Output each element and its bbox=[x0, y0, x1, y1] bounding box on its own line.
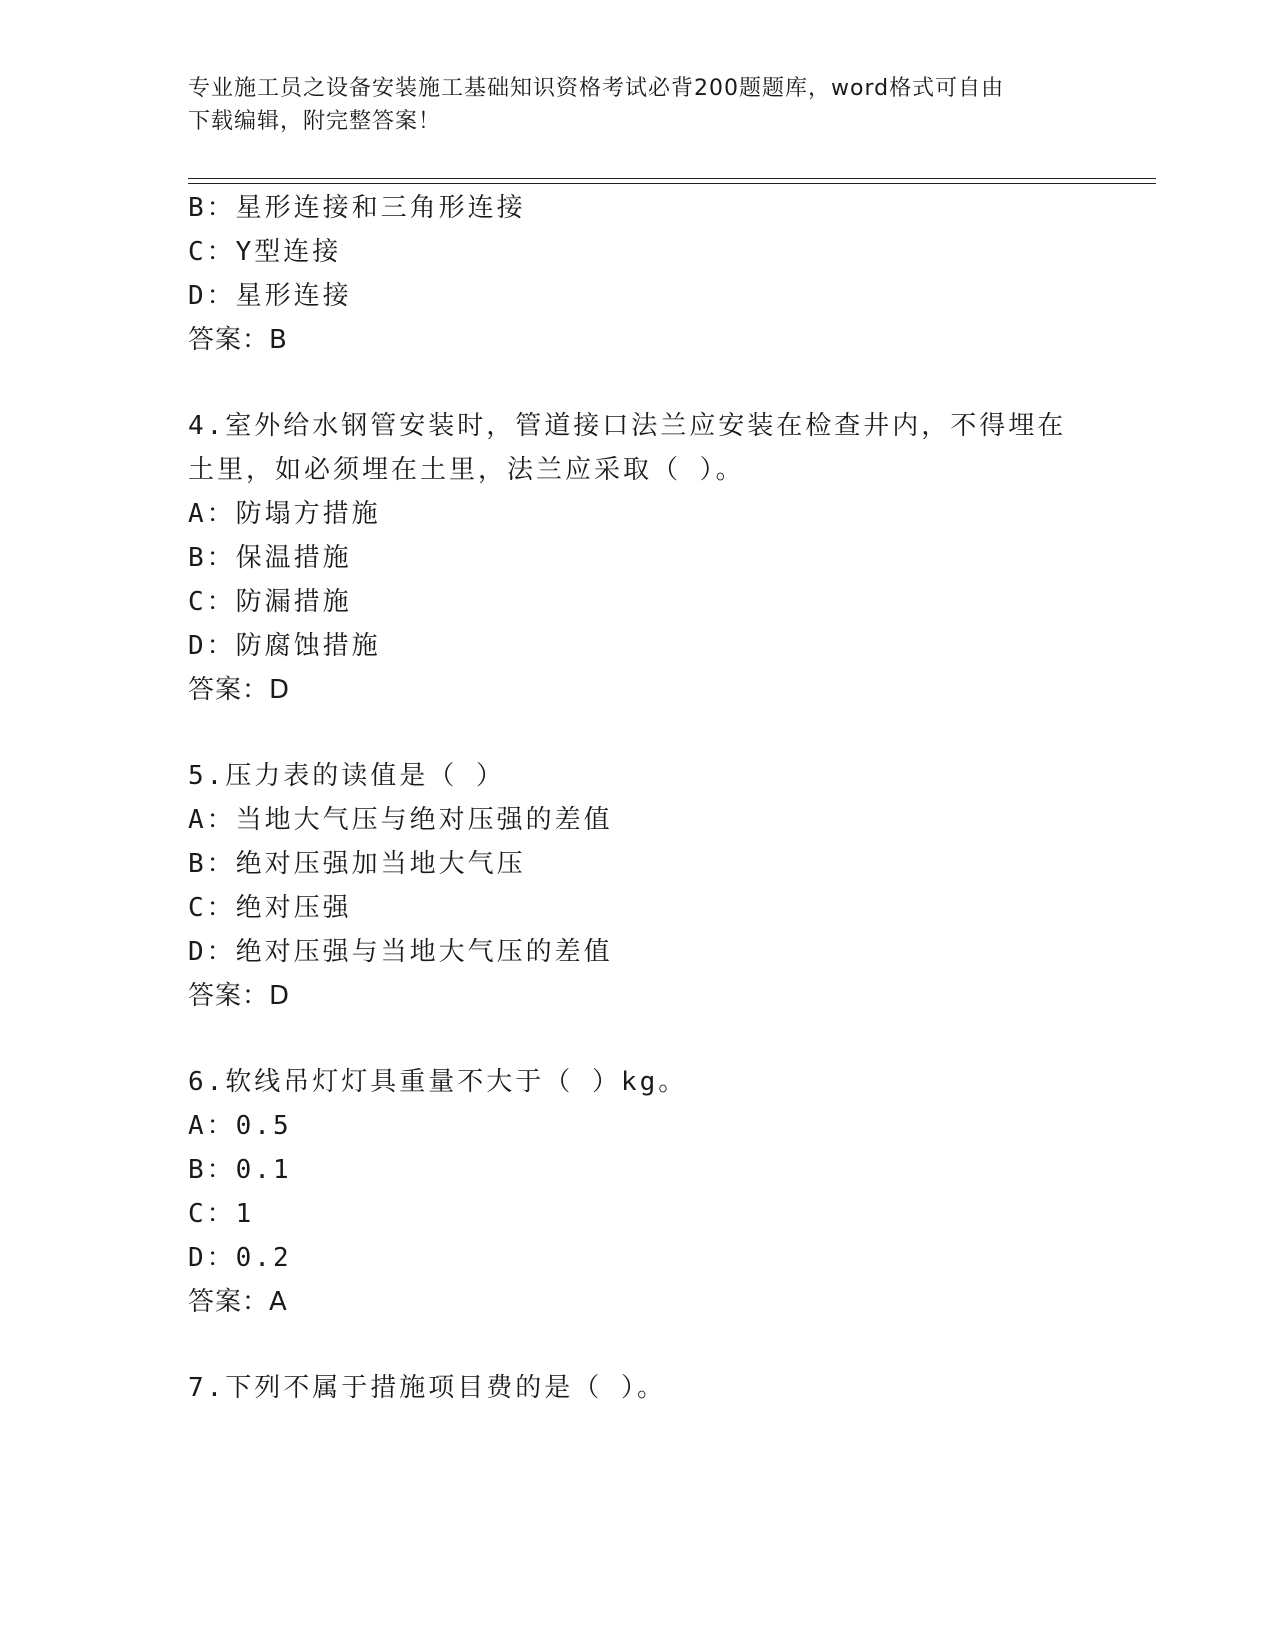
q4-option-a: A：防塌方措施 bbox=[188, 499, 381, 529]
header-line-1: 专业施工员之设备安装施工基础知识资格考试必背200题题库，word格式可自由 bbox=[188, 76, 1005, 101]
q6-stem: 6.软线吊灯灯具重量不大于（ ）kg。 bbox=[188, 1067, 688, 1097]
q4-stem-line-2: 土里，如必须埋在土里，法兰应采取（ ）。 bbox=[188, 455, 745, 485]
q3-option-b: B：星形连接和三角形连接 bbox=[188, 193, 526, 223]
q4-option-c: C：防漏措施 bbox=[188, 587, 352, 617]
q5-option-b: B：绝对压强加当地大气压 bbox=[188, 849, 526, 879]
q3-option-c: C：Y型连接 bbox=[188, 237, 342, 267]
q7-stem: 7.下列不属于措施项目费的是（ ）。 bbox=[188, 1373, 666, 1403]
q6-option-c: C：1 bbox=[188, 1199, 255, 1229]
q5-answer: 答案：D bbox=[188, 981, 291, 1011]
q3-answer: 答案：B bbox=[188, 325, 288, 355]
q4-answer: 答案：D bbox=[188, 675, 291, 705]
q4-stem-line-1: 4.室外给水钢管安装时，管道接口法兰应安装在检查井内，不得埋在 bbox=[188, 411, 1067, 441]
header-line-2: 下载编辑，附完整答案！ bbox=[188, 109, 442, 134]
header-divider-bottom bbox=[188, 183, 1156, 184]
header-divider-top bbox=[188, 178, 1156, 179]
q6-answer: 答案：A bbox=[188, 1287, 288, 1317]
q6-option-a: A：0.5 bbox=[188, 1111, 292, 1141]
q4-option-b: B：保温措施 bbox=[188, 543, 352, 573]
q4-option-d: D：防腐蚀措施 bbox=[188, 631, 381, 661]
q5-stem: 5.压力表的读值是（ ） bbox=[188, 761, 505, 791]
q3-option-d: D：星形连接 bbox=[188, 281, 352, 311]
q6-option-d: D：0.2 bbox=[188, 1243, 292, 1273]
document-header bbox=[188, 72, 1088, 138]
q5-option-c: C：绝对压强 bbox=[188, 893, 352, 923]
q5-option-a: A：当地大气压与绝对压强的差值 bbox=[188, 805, 613, 835]
q6-option-b: B：0.1 bbox=[188, 1155, 292, 1185]
q5-option-d: D：绝对压强与当地大气压的差值 bbox=[188, 937, 613, 967]
